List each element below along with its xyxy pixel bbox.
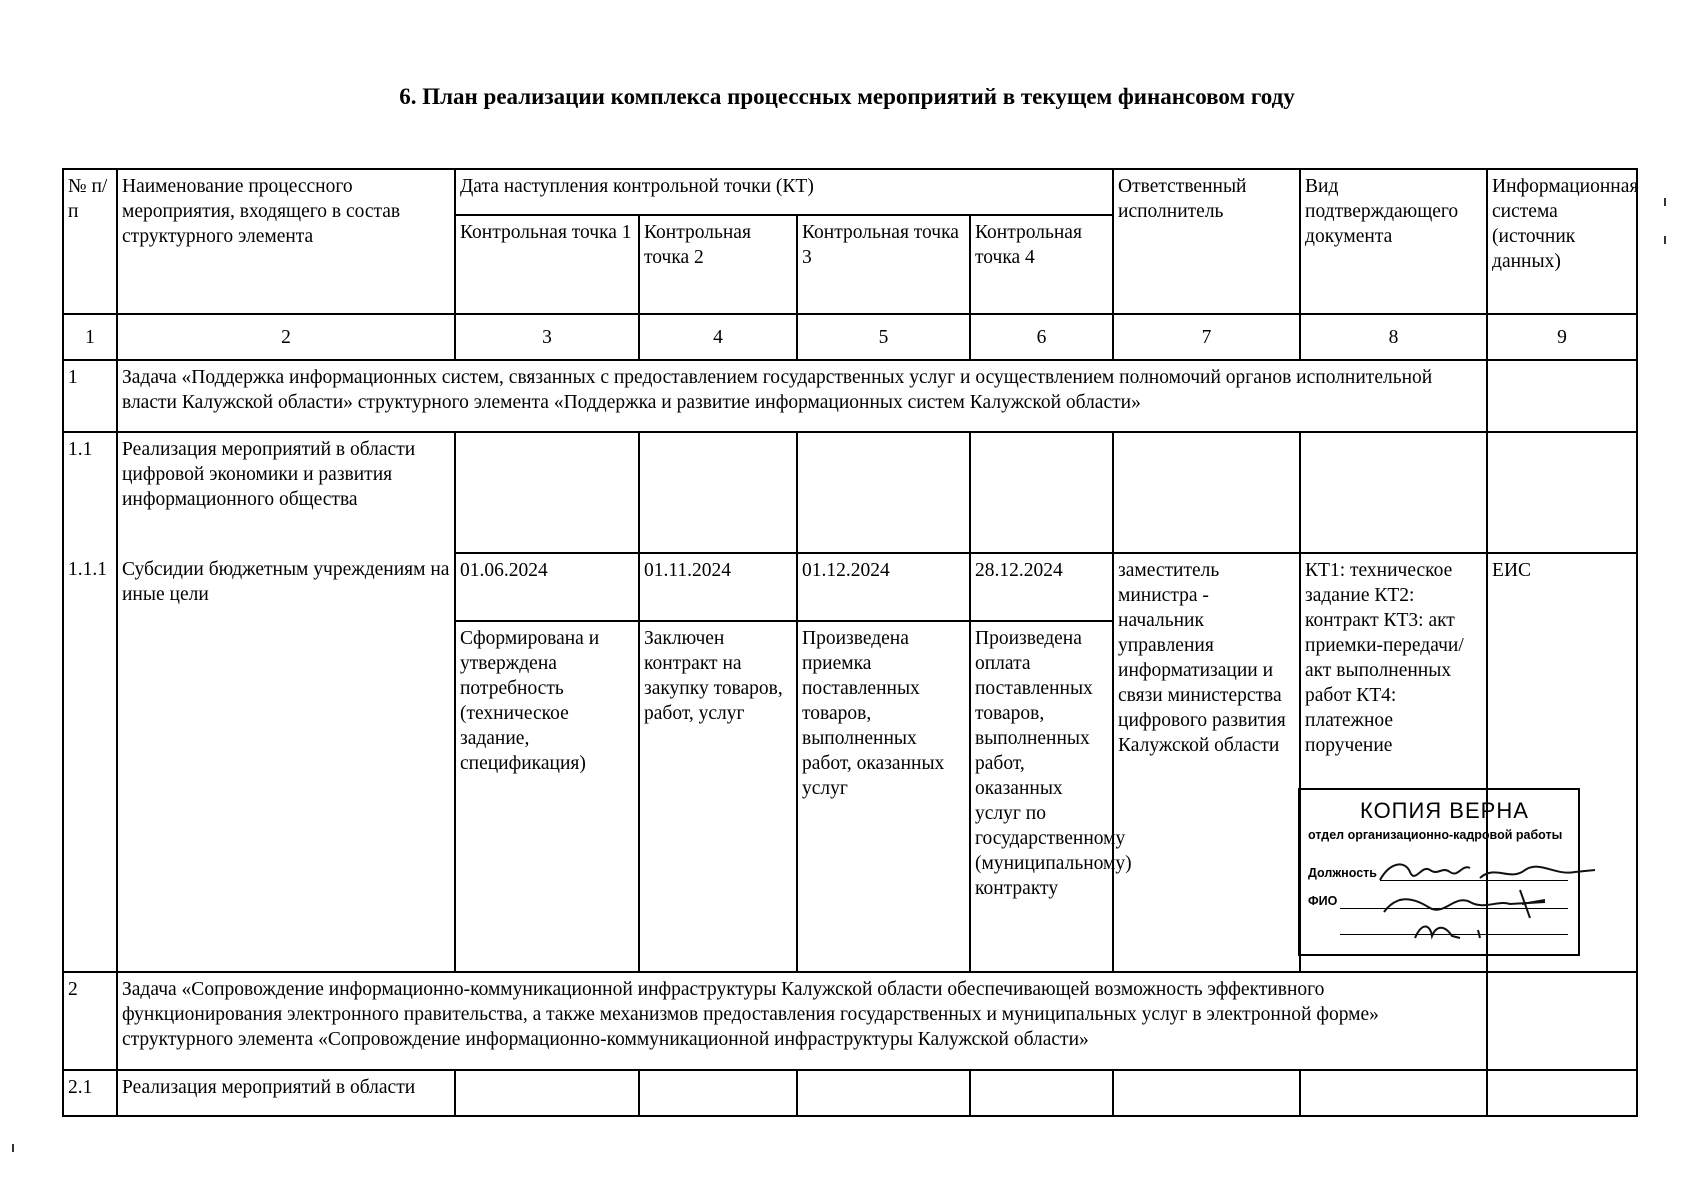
info-system: ЕИС	[1487, 553, 1637, 972]
header-doc-type: Вид подтверждающего документа	[1300, 169, 1487, 314]
column-number: 2	[117, 314, 455, 360]
kt1-date: 01.06.2024	[455, 553, 639, 621]
column-number: 3	[455, 314, 639, 360]
kt3-date: 01.12.2024	[797, 553, 970, 621]
copy-certified-stamp	[1298, 788, 1580, 956]
empty-cell	[1113, 1070, 1300, 1116]
task2-text: Задача «Сопровождение информационно-коммуникационной инфраструктуры Калужской области обеспечивающей возможность эффективного функционирования электронного правительства, а также механизмов предоставления государственных и муниципальных услуг в электронной форме» структурного элемента «Сопровождение информационно-коммуникационной инфраструктуры Калужской области»	[117, 972, 1487, 1070]
scan-mark	[1664, 236, 1666, 244]
stamp-department: отдел организационно-кадровой работы	[1308, 828, 1563, 842]
task2-num: 2	[63, 972, 117, 1070]
row-2-1-name: Реализация мероприятий в области	[117, 1070, 455, 1116]
column-number: 4	[639, 314, 797, 360]
empty-cell	[1300, 1070, 1487, 1116]
stamp-title: КОПИЯ ВЕРНА	[1360, 798, 1529, 823]
row-1-1-1-name: Субсидии бюджетным учреждениям на иные цели	[117, 553, 455, 972]
row-1-1-1-num: 1.1.1	[63, 553, 117, 972]
column-number: 6	[970, 314, 1113, 360]
kt2-description: Заключен контракт на закупку товаров, работ, услуг	[639, 621, 797, 972]
empty-cell	[797, 432, 970, 553]
task2-info-empty	[1487, 972, 1637, 1070]
empty-cell	[1113, 432, 1300, 553]
empty-cell	[1487, 432, 1637, 553]
column-number: 1	[63, 314, 117, 360]
handwritten-signature	[1360, 842, 1600, 942]
empty-cell	[970, 432, 1113, 553]
kt4-description: Произведена оплата поставленных товаров, выполненных работ, оказанных услуг по государственному (муниципальному) контракту	[970, 621, 1113, 972]
row-2-1-num: 2.1	[63, 1070, 117, 1116]
header-responsible: Ответственный исполнитель	[1113, 169, 1300, 314]
row-1-1-name: Реализация мероприятий в области цифровой экономики и развития информационного общества	[117, 432, 455, 553]
empty-cell	[797, 1070, 970, 1116]
empty-cell	[1487, 1070, 1637, 1116]
empty-cell	[1300, 432, 1487, 553]
empty-cell	[639, 1070, 797, 1116]
document-title: 6. План реализации комплекса процессных мероприятий в текущем финансовом году	[399, 84, 1295, 109]
header-num: № п/п	[63, 169, 117, 314]
task1-info-empty	[1487, 360, 1637, 432]
header-name: Наименование процессного мероприятия, входящего в состав структурного элемента	[117, 169, 455, 314]
header-date-group: Дата наступления контрольной точки (КТ)	[455, 169, 1113, 215]
empty-cell	[455, 1070, 639, 1116]
kt1-description: Сформирована и утверждена потребность (техническое задание, спецификация)	[455, 621, 639, 972]
column-number: 8	[1300, 314, 1487, 360]
header-kt3: Контрольная точка 3	[797, 215, 970, 314]
empty-cell	[455, 432, 639, 553]
plan-table	[62, 168, 1638, 1117]
header-kt1: Контрольная точка 1	[455, 215, 639, 314]
kt4-date: 28.12.2024	[970, 553, 1113, 621]
kt2-date: 01.11.2024	[639, 553, 797, 621]
column-number: 7	[1113, 314, 1300, 360]
header-kt4: Контрольная точка 4	[970, 215, 1113, 314]
responsible-executor: заместитель министра - начальник управления информатизации и связи министерства цифрового развития Калужской области	[1113, 553, 1300, 972]
column-number: 9	[1487, 314, 1637, 360]
header-info-system: Информационная система (источник данных)	[1487, 169, 1637, 314]
row-1-1-num: 1.1	[63, 432, 117, 553]
header-kt2: Контрольная точка 2	[639, 215, 797, 314]
stamp-name-label: ФИО	[1308, 894, 1338, 908]
scan-mark	[1664, 198, 1666, 206]
empty-cell	[639, 432, 797, 553]
empty-cell	[970, 1070, 1113, 1116]
column-number: 5	[797, 314, 970, 360]
confirming-document: КТ1: техническое задание КТ2: контракт КТ3: акт приемки-передачи/ акт выполненных работ КТ4: платежное поручение	[1300, 553, 1487, 972]
kt3-description: Произведена приемка поставленных товаров, выполненных работ, оказанных услуг	[797, 621, 970, 972]
task1-text: Задача «Поддержка информационных систем, связанных с предоставлением государственных услуг и осуществлением полномочий органов исполнительной власти Калужской области» структурного элемента «Поддержка и развитие информационных систем Калужской области»	[117, 360, 1487, 432]
scan-mark	[12, 1144, 14, 1152]
stamp-position-label: Должность	[1308, 866, 1377, 880]
task1-num: 1	[63, 360, 117, 432]
